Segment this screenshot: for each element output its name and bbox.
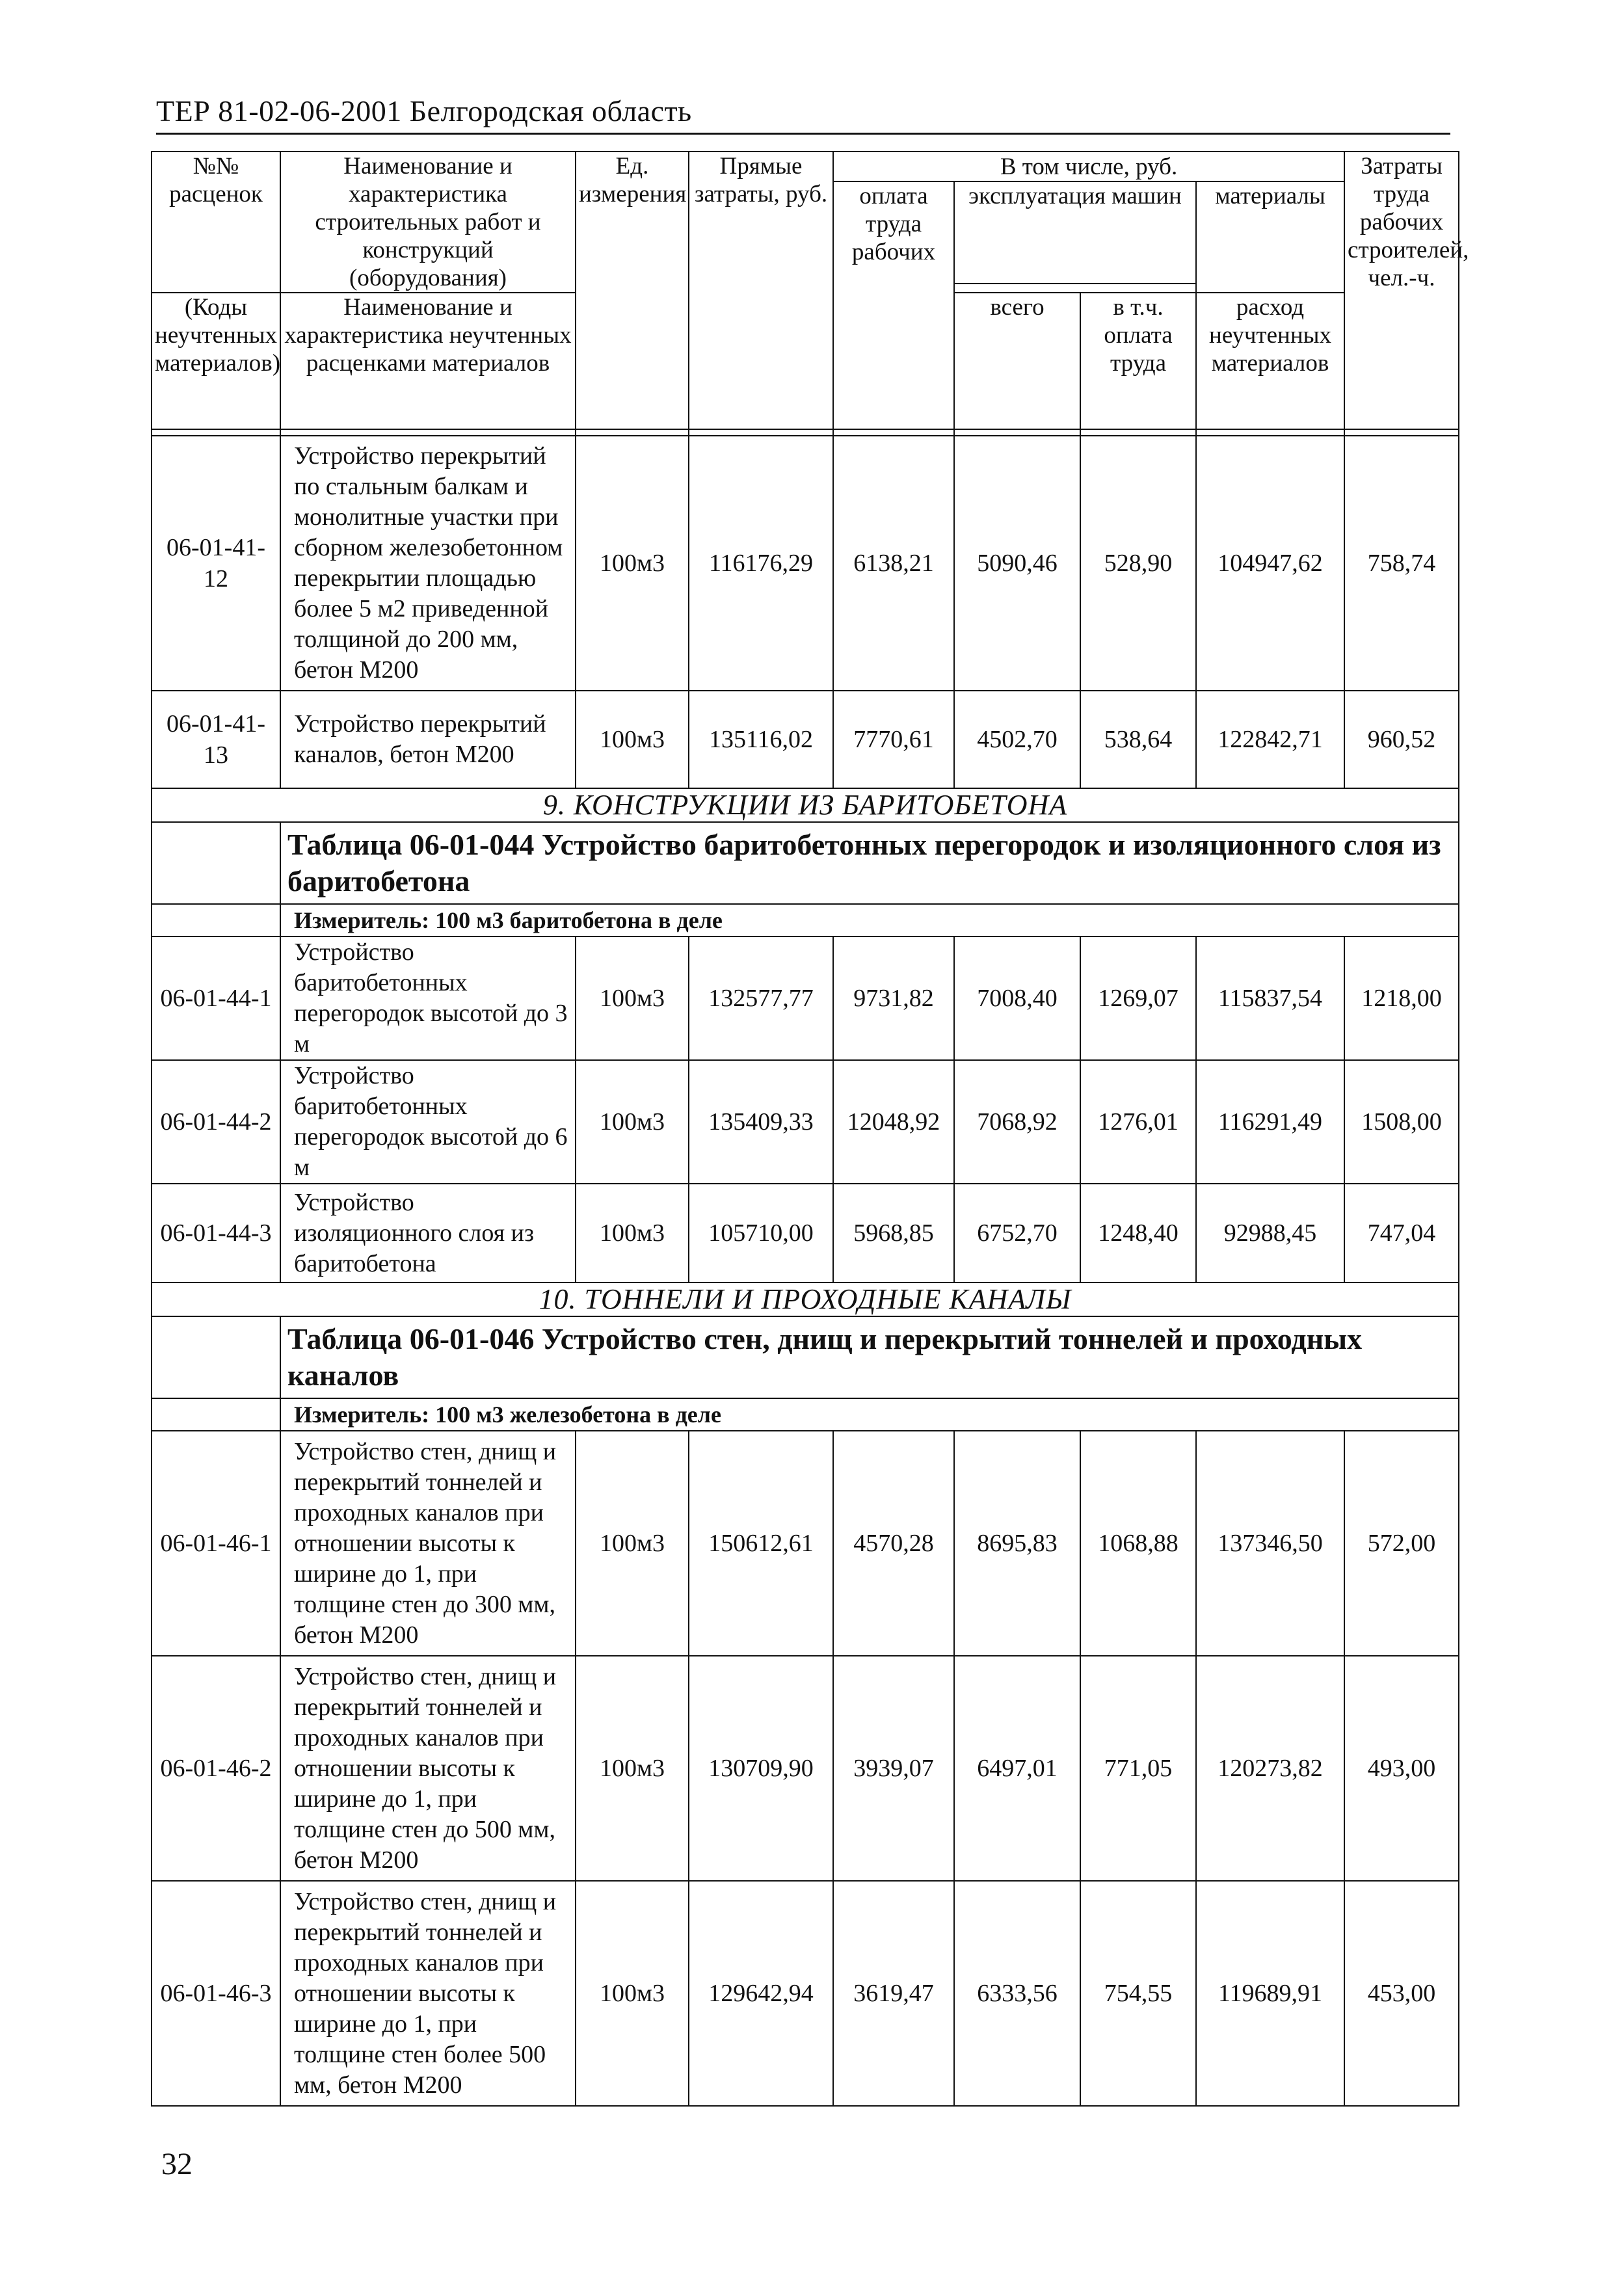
col-direct-header: Прямые затраты, руб. [689,152,833,429]
rate-code: 06-01-46-1 [152,1431,280,1656]
rate-name: Устройство стен, днищ и перекрытий тоннелей и проходных каналов при отношении высоты к ширине до 1, при толщине стен до 500 мм, бетон М200 [280,1656,576,1881]
rate-direct: 135409,33 [689,1060,833,1184]
rate-materials: 137346,50 [1196,1431,1344,1656]
rate-direct: 132577,77 [689,937,833,1060]
table-meter: Измеритель: 100 м3 железобетона в деле [280,1398,1459,1431]
rate-unit: 100м3 [576,1184,689,1283]
rate-name: Устройство стен, днищ и перекрытий тоннелей и проходных каналов при отношении высоты к ширине до 1, при толщине стен до 300 мм, бетон М200 [280,1431,576,1656]
rate-machines-wage: 1269,07 [1080,937,1196,1060]
rate-direct: 150612,61 [689,1431,833,1656]
table-row [152,1184,1459,1283]
rate-machines-wage: 1276,01 [1080,1060,1196,1184]
rate-direct: 129642,94 [689,1881,833,2106]
rate-code: 06-01-44-2 [152,1060,280,1184]
rate-machines: 6752,70 [954,1184,1080,1283]
rate-labor: 960,52 [1344,691,1459,788]
meter-row [152,904,1459,937]
rate-materials: 120273,82 [1196,1656,1344,1881]
col-code-sub-header: (Коды неучтенных материалов) [152,293,280,429]
page-header [156,90,1450,135]
table-row [152,1060,1459,1184]
rate-wage: 3939,07 [833,1656,954,1881]
rate-labor: 747,04 [1344,1184,1459,1283]
rate-machines: 5090,46 [954,436,1080,691]
col-materials-sub-header: расход неучтенных материалов [1196,293,1344,429]
section-row [152,1283,1459,1316]
table-row [152,1656,1459,1881]
rate-machines: 7008,40 [954,937,1080,1060]
rate-machines-wage: 538,64 [1080,691,1196,788]
rate-machines: 6497,01 [954,1656,1080,1881]
rate-code: 06-01-44-1 [152,937,280,1060]
col-machines-total-header: всего [954,293,1080,429]
rate-machines: 4502,70 [954,691,1080,788]
rate-name: Устройство стен, днищ и перекрытий тоннелей и проходных каналов при отношении высоты к ширине до 1, при толщине стен более 500 мм, бетон М200 [280,1881,576,2106]
rate-direct: 135116,02 [689,691,833,788]
rate-machines: 8695,83 [954,1431,1080,1656]
col-name-sub-header: Наименование и характеристика неучтенных расценками материалов [280,293,576,429]
rate-direct: 105710,00 [689,1184,833,1283]
table-title-row [152,1316,1459,1398]
meter-spacer [152,1398,280,1431]
col-wage-header: оплата труда рабочих [833,181,954,429]
col-machines-header: эксплуатация машин [954,181,1196,284]
rate-wage: 5968,85 [833,1184,954,1283]
rate-name: Устройство изоляционного слоя из баритобетона [280,1184,576,1283]
table-row [152,1881,1459,2106]
section-title: 9. КОНСТРУКЦИИ ИЗ БАРИТОБЕТОНА [152,788,1459,822]
rate-labor: 1218,00 [1344,937,1459,1060]
section-row [152,788,1459,822]
table-title: Таблица 06-01-044 Устройство баритобетонных перегородок и изоляционного слоя из баритобетона [280,822,1459,904]
rates-table [151,151,1469,2107]
rate-machines-wage: 771,05 [1080,1656,1196,1881]
header-spacer-row [152,429,1459,436]
rate-labor: 572,00 [1344,1431,1459,1656]
rate-name: Устройство баритобетонных перегородок высотой до 6 м [280,1060,576,1184]
col-labor-header: Затраты труда рабочих строителей, чел.-ч. [1344,152,1459,429]
col-code-header: №№ расценок [152,152,280,293]
rate-labor: 493,00 [1344,1656,1459,1881]
table-title-spacer [152,822,280,904]
col-materials-header: материалы [1196,181,1344,293]
meter-spacer [152,904,280,937]
rate-wage: 7770,61 [833,691,954,788]
rate-name: Устройство баритобетонных перегородок высотой до 3 м [280,937,576,1060]
rate-materials: 104947,62 [1196,436,1344,691]
rate-materials: 122842,71 [1196,691,1344,788]
rate-materials: 115837,54 [1196,937,1344,1060]
rate-code: 06-01-41-13 [152,691,280,788]
rate-labor: 1508,00 [1344,1060,1459,1184]
rate-code: 06-01-46-2 [152,1656,280,1881]
rate-code: 06-01-46-3 [152,1881,280,2106]
rate-labor: 453,00 [1344,1881,1459,2106]
rate-machines-wage: 1248,40 [1080,1184,1196,1283]
meter-row [152,1398,1459,1431]
rate-unit: 100м3 [576,691,689,788]
section-title: 10. ТОННЕЛИ И ПРОХОДНЫЕ КАНАЛЫ [152,1283,1459,1316]
machines-spacer [954,284,1196,293]
header-row-1 [152,152,1459,181]
col-name-header: Наименование и характеристика строительных работ и конструкций (оборудования) [280,152,576,293]
rate-code: 06-01-41-12 [152,436,280,691]
rate-name: Устройство перекрытий по стальным балкам и монолитные участки при сборном железобетонном перекрытии площадью более 5 м2 приведенной толщиной до 200 мм, бетон М200 [280,436,576,691]
rate-unit: 100м3 [576,436,689,691]
rate-machines-wage: 754,55 [1080,1881,1196,2106]
rate-name: Устройство перекрытий каналов, бетон М200 [280,691,576,788]
rate-wage: 12048,92 [833,1060,954,1184]
rate-unit: 100м3 [576,1656,689,1881]
table-row [152,691,1459,788]
table-title-spacer [152,1316,280,1398]
col-unit-header: Ед. измерения [576,152,689,429]
table-title: Таблица 06-01-046 Устройство стен, днищ и перекрытий тоннелей и проходных каналов [280,1316,1459,1398]
rate-wage: 9731,82 [833,937,954,1060]
page-number: 32 [161,2147,193,2181]
rate-wage: 3619,47 [833,1881,954,2106]
rate-direct: 116176,29 [689,436,833,691]
rate-unit: 100м3 [576,1881,689,2106]
rate-machines-wage: 1068,88 [1080,1431,1196,1656]
rate-wage: 4570,28 [833,1431,954,1656]
col-including-header: В том числе, руб. [833,152,1344,181]
table-row [152,1431,1459,1656]
rate-wage: 6138,21 [833,436,954,691]
rate-unit: 100м3 [576,1431,689,1656]
rate-materials: 116291,49 [1196,1060,1344,1184]
rate-direct: 130709,90 [689,1656,833,1881]
rates-table-wrapper [151,151,1469,2107]
table-meter: Измеритель: 100 м3 баритобетона в деле [280,904,1459,937]
rate-machines: 6333,56 [954,1881,1080,2106]
rate-labor: 758,74 [1344,436,1459,691]
col-machines-wage-header: в т.ч. оплата труда [1080,293,1196,429]
rate-unit: 100м3 [576,1060,689,1184]
table-row [152,937,1459,1060]
table-title-row [152,822,1459,904]
rate-code: 06-01-44-3 [152,1184,280,1283]
rate-machines: 7068,92 [954,1060,1080,1184]
rate-machines-wage: 528,90 [1080,436,1196,691]
rate-materials: 119689,91 [1196,1881,1344,2106]
table-row [152,436,1459,691]
document-title: ТЕР 81-02-06-2001 Белгородская область [156,94,692,127]
rate-unit: 100м3 [576,937,689,1060]
rate-materials: 92988,45 [1196,1184,1344,1283]
